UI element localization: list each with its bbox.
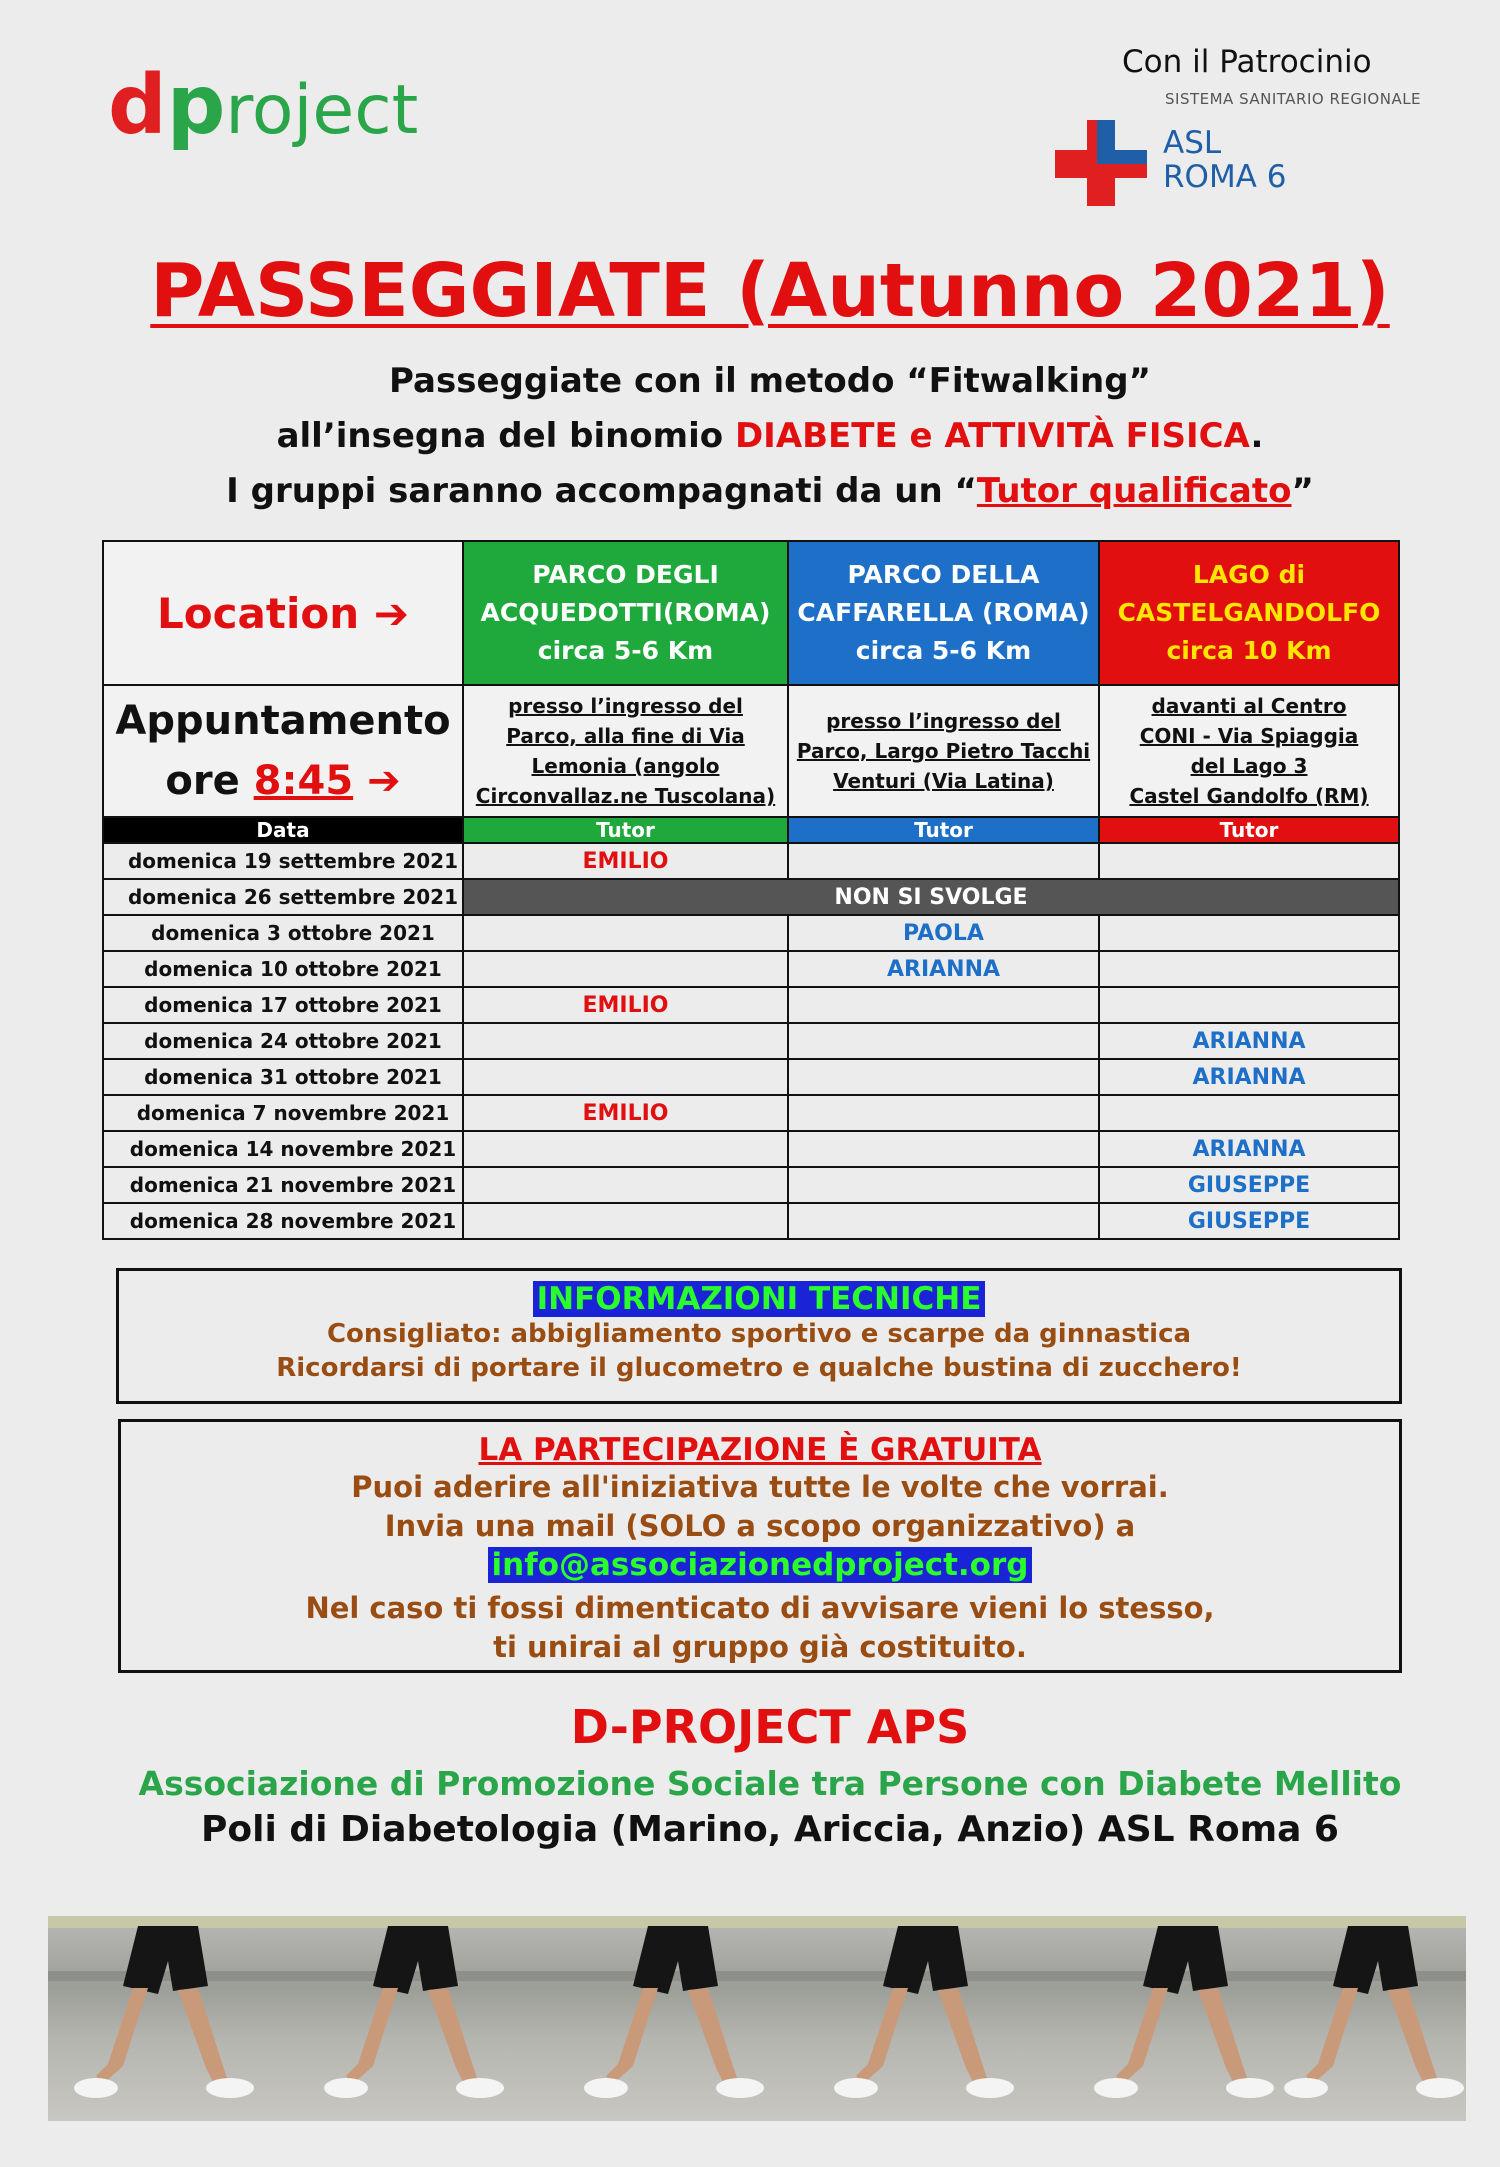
info-title: INFORMAZIONI TECNICHE: [533, 1281, 986, 1317]
subtitle-line3: I gruppi saranno accompagnati da un “Tutor qualificato”: [226, 471, 1314, 511]
tutor-cell: EMILIO: [463, 843, 788, 879]
logo-text: roject: [225, 71, 419, 150]
tutor-cell: [788, 1203, 1099, 1239]
row-date: domenica 7 novembre 2021: [103, 1095, 463, 1131]
tutor-cell: ARIANNA: [788, 951, 1099, 987]
row-date: domenica 31 ottobre 2021: [103, 1059, 463, 1095]
col-tutor-caffarella: Tutor: [788, 817, 1099, 843]
participation-line3: Nel caso ti fossi dimenticato di avvisare vieni lo stesso,: [305, 1591, 1215, 1625]
tutor-cell: [1099, 915, 1399, 951]
appointment-row: [103, 685, 1399, 817]
row-date: domenica 28 novembre 2021: [103, 1203, 463, 1239]
tutor-cell: [788, 1131, 1099, 1167]
table-row: [103, 843, 1399, 879]
tutor-cell: EMILIO: [463, 1095, 788, 1131]
tutor-cell: ARIANNA: [1099, 1131, 1399, 1167]
tutor-cell: ARIANNA: [1099, 1023, 1399, 1059]
tutor-cell: [1099, 843, 1399, 879]
address-acquedotti: presso l’ingresso del Parco, alla fine di Via Lemonia (angolo Circonvallaz.ne Tuscolana): [463, 685, 788, 817]
row-date: domenica 24 ottobre 2021: [103, 1023, 463, 1059]
tutor-cell: [788, 1023, 1099, 1059]
table-row: [103, 987, 1399, 1023]
footer-assoc: Associazione di Promozione Sociale tra Persone con Diabete Mellito: [138, 1764, 1402, 1803]
address-castelgandolfo: davanti al Centro CONI - Via Spiaggia del Lago 3 Castel Gandolfo (RM): [1099, 685, 1399, 817]
non-si-svolge-cell: NON SI SVOLGE: [463, 879, 1399, 915]
tutor-cell: [463, 951, 788, 987]
table-row: [103, 879, 1399, 915]
tutor-cell: [1099, 1095, 1399, 1131]
row-date: domenica 26 settembre 2021: [103, 879, 463, 915]
participation-box: [118, 1419, 1402, 1673]
table-row: [103, 915, 1399, 951]
tutor-cell: GIUSEPPE: [1099, 1203, 1399, 1239]
col-tutor-castelgandolfo: Tutor: [1099, 817, 1399, 843]
info-line1: Consigliato: abbigliamento sportivo e scarpe da ginnastica: [326, 1319, 1192, 1349]
asl-label: ASL ROMA 6: [1163, 125, 1287, 195]
row-date: domenica 21 novembre 2021: [103, 1167, 463, 1203]
location-castelgandolfo: LAGO di CASTELGANDOLFO circa 10 Km: [1099, 541, 1399, 685]
walking-photo: [48, 1916, 1466, 2121]
tutor-cell: [1099, 987, 1399, 1023]
tutor-cell: [463, 1059, 788, 1095]
tutor-cell: [463, 1167, 788, 1203]
tutor-cell: [788, 1095, 1099, 1131]
column-header-row: [103, 817, 1399, 843]
logo-letter-d: d: [108, 58, 167, 153]
tutor-cell: [788, 1167, 1099, 1203]
tutor-cell: [788, 987, 1099, 1023]
participation-title: LA PARTECIPAZIONE È GRATUITA: [478, 1432, 1042, 1468]
row-date: domenica 19 settembre 2021: [103, 843, 463, 879]
tutor-cell: ARIANNA: [1099, 1059, 1399, 1095]
dproject-logo: [108, 58, 468, 168]
subtitle-line2: all’insegna del binomio DIABETE e ATTIVITÀ FISICA.: [276, 416, 1264, 456]
patronage-label: Con il Patrocinio: [1122, 44, 1372, 80]
tutor-cell: [463, 1131, 788, 1167]
tutor-cell: EMILIO: [463, 987, 788, 1023]
footer: [0, 1700, 1500, 1850]
tutor-cell: GIUSEPPE: [1099, 1167, 1399, 1203]
table-row: [103, 1167, 1399, 1203]
email-link[interactable]: info@associazionedproject.org: [488, 1547, 1033, 1583]
tutor-cell: [788, 1059, 1099, 1095]
footer-name: D-PROJECT APS: [570, 1700, 970, 1754]
logo-letter-p: p: [166, 58, 226, 153]
schedule-table: [102, 540, 1400, 1240]
participation-line1: Puoi aderire all'iniziativa tutte le volte che vorrai.: [351, 1470, 1169, 1504]
subtitle-line1: Passeggiate con il metodo “Fitwalking”: [389, 361, 1151, 401]
asl-cross-icon: [1055, 120, 1147, 206]
row-date: domenica 17 ottobre 2021: [103, 987, 463, 1023]
tutor-cell: [463, 1203, 788, 1239]
row-date: domenica 10 ottobre 2021: [103, 951, 463, 987]
row-date: domenica 3 ottobre 2021: [103, 915, 463, 951]
patronage-block: [1090, 44, 1450, 108]
tutor-cell: [788, 843, 1099, 879]
info-line2: Ricordarsi di portare il glucometro e qualche bustina di zucchero!: [276, 1353, 1242, 1383]
page-title: PASSEGGIATE (Autunno 2021): [150, 248, 1390, 334]
participation-line2: Invia una mail (SOLO a scopo organizzativo) a: [384, 1509, 1136, 1543]
appointment-label: Appuntamento ore 8:45 ➔: [103, 685, 463, 817]
row-date: domenica 14 novembre 2021: [103, 1131, 463, 1167]
tutor-cell: [463, 1023, 788, 1059]
table-row: [103, 1203, 1399, 1239]
table-row: [103, 1023, 1399, 1059]
subtitle: [0, 354, 1500, 519]
table-row: [103, 1059, 1399, 1095]
participation-line4: ti unirai al gruppo già costituito.: [493, 1630, 1027, 1664]
col-data: Data: [103, 817, 463, 843]
table-row: [103, 951, 1399, 987]
technical-info-box: [116, 1268, 1402, 1404]
address-caffarella: presso l’ingresso del Parco, Largo Pietro Tacchi Venturi (Via Latina): [788, 685, 1099, 817]
tutor-cell: PAOLA: [788, 915, 1099, 951]
location-acquedotti: PARCO DEGLI ACQUEDOTTI(ROMA) circa 5-6 Km: [463, 541, 788, 685]
location-header-row: [103, 541, 1399, 685]
table-row: [103, 1131, 1399, 1167]
ssr-label: SISTEMA SANITARIO REGIONALE: [1165, 90, 1422, 108]
col-tutor-acquedotti: Tutor: [463, 817, 788, 843]
footer-poli: Poli di Diabetologia (Marino, Ariccia, Anzio) ASL Roma 6: [201, 1809, 1339, 1850]
location-caffarella: PARCO DELLA CAFFARELLA (ROMA) circa 5-6 Km: [788, 541, 1099, 685]
appointment-time: 8:45: [253, 758, 354, 804]
tutor-cell: [1099, 951, 1399, 987]
table-row: [103, 1095, 1399, 1131]
tutor-cell: [463, 915, 788, 951]
location-label: Location ➔: [103, 541, 463, 685]
